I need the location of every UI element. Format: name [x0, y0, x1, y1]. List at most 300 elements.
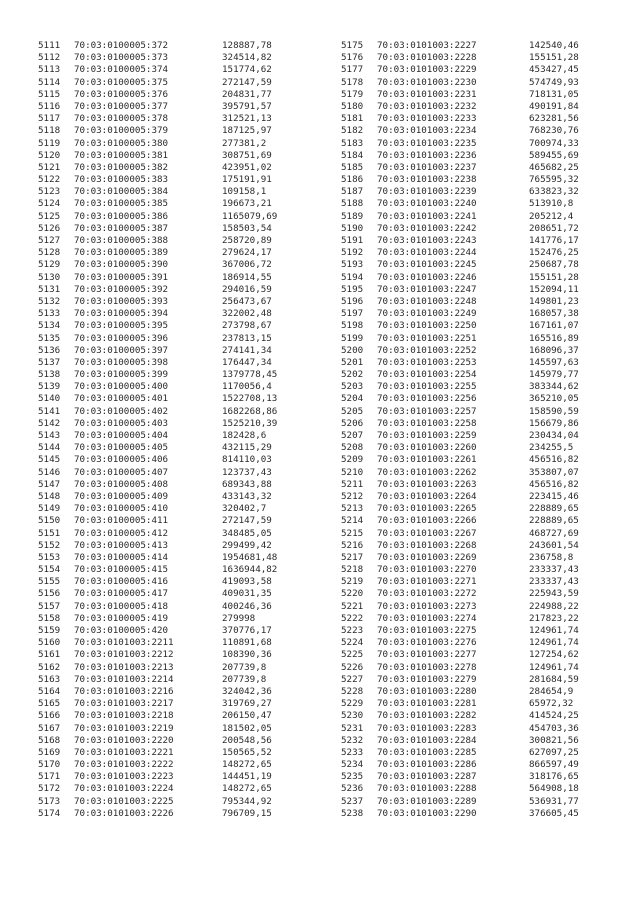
table-row — [38, 601, 312, 613]
row-number: 5217 — [341, 551, 364, 563]
table-row — [341, 491, 619, 503]
cadastral-number: 70:03:0101003:2290 — [377, 807, 477, 819]
table-row — [38, 89, 312, 101]
row-number: 5209 — [341, 454, 364, 466]
table-row — [38, 698, 312, 710]
cadastral-number: 70:03:0101003:2246 — [377, 271, 477, 283]
cadastral-number: 70:03:0101003:2247 — [377, 283, 477, 295]
value: 433143,32 — [222, 490, 272, 502]
value: 274141,34 — [222, 344, 272, 356]
cadastral-number: 70:03:0100005:392 — [74, 283, 169, 295]
row-number: 5130 — [38, 271, 61, 283]
table-row — [341, 796, 619, 808]
row-number: 5220 — [341, 588, 364, 600]
cadastral-number: 70:03:0100005:377 — [74, 100, 169, 112]
row-number: 5163 — [38, 673, 61, 685]
value: 281684,59 — [529, 673, 579, 685]
table-row — [38, 662, 312, 674]
cadastral-number: 70:03:0101003:2264 — [377, 490, 477, 502]
table-row — [38, 186, 312, 198]
row-number: 5189 — [341, 210, 364, 222]
table-row — [38, 369, 312, 381]
value: 312521,13 — [222, 113, 272, 125]
cadastral-number: 70:03:0101003:2227 — [377, 40, 477, 51]
table-row — [38, 198, 312, 210]
value: 272147,59 — [222, 76, 272, 88]
value: 208651,72 — [529, 222, 579, 234]
cadastral-number: 70:03:0101003:2278 — [377, 661, 477, 673]
cadastral-number: 70:03:0101003:2242 — [377, 222, 477, 234]
table-row — [341, 747, 619, 759]
cadastral-number: 70:03:0100005:385 — [74, 198, 169, 210]
cadastral-number: 70:03:0100005:388 — [74, 235, 169, 246]
cadastral-number: 70:03:0100005:416 — [74, 576, 169, 588]
value: 1682268,86 — [222, 405, 278, 417]
value: 141776,17 — [529, 235, 579, 246]
cadastral-number: 70:03:0101003:2259 — [377, 430, 477, 441]
value: 155151,28 — [529, 271, 579, 283]
table-row — [341, 296, 619, 308]
row-number: 5186 — [341, 174, 364, 186]
table-row — [38, 174, 312, 186]
cadastral-number: 70:03:0100005:378 — [74, 113, 169, 125]
value: 149801,23 — [529, 295, 579, 307]
table-row — [38, 503, 312, 515]
value: 322002,48 — [222, 308, 272, 320]
cadastral-number: 70:03:0101003:2262 — [377, 466, 477, 478]
value: 456516,82 — [529, 454, 579, 466]
row-number: 5235 — [341, 771, 364, 783]
value: 124961,74 — [529, 625, 579, 636]
value: 300821,56 — [529, 734, 579, 746]
cadastral-number: 70:03:0100005:398 — [74, 356, 169, 368]
cadastral-number: 70:03:0101003:2241 — [377, 210, 477, 222]
value: 423951,02 — [222, 161, 272, 173]
row-number: 5128 — [38, 247, 61, 259]
cadastral-number: 70:03:0101003:2232 — [377, 100, 477, 112]
row-number: 5211 — [341, 478, 364, 490]
cadastral-number: 70:03:0101003:2239 — [377, 186, 477, 198]
cadastral-number: 70:03:0100005:389 — [74, 247, 169, 259]
value: 277381,2 — [222, 137, 267, 149]
value: 814110,03 — [222, 454, 272, 466]
row-number: 5160 — [38, 637, 61, 649]
table-row — [341, 308, 619, 320]
cadastral-number: 70:03:0100005:415 — [74, 564, 169, 576]
value: 243601,54 — [529, 539, 579, 551]
cadastral-number: 70:03:0101003:2211 — [74, 637, 174, 649]
table-row — [38, 442, 312, 454]
cadastral-number: 70:03:0100005:405 — [74, 442, 169, 454]
table-row — [341, 320, 619, 332]
table-row — [38, 333, 312, 345]
cadastral-number: 70:03:0101003:2224 — [74, 783, 174, 795]
cadastral-number: 70:03:0101003:2231 — [377, 88, 477, 100]
cadastral-number: 70:03:0101003:2252 — [377, 344, 477, 356]
value: 233337,43 — [529, 576, 579, 588]
table-row — [38, 479, 312, 491]
cadastral-number: 70:03:0101003:2218 — [74, 710, 174, 722]
table-row — [38, 649, 312, 661]
cadastral-number: 70:03:0100005:382 — [74, 161, 169, 173]
value: 256473,67 — [222, 295, 272, 307]
value: 234255,5 — [529, 442, 574, 454]
table-row — [341, 77, 619, 89]
value: 186914,55 — [222, 271, 272, 283]
table-row — [38, 747, 312, 759]
value: 187125,97 — [222, 125, 272, 137]
value: 228889,65 — [529, 515, 579, 527]
row-number: 5141 — [38, 405, 61, 417]
row-number: 5156 — [38, 588, 61, 600]
value: 589455,69 — [529, 149, 579, 161]
table-row — [341, 723, 619, 735]
row-number: 5193 — [341, 259, 364, 271]
table-row — [341, 540, 619, 552]
table-row — [341, 259, 619, 271]
value: 207739,8 — [222, 673, 267, 685]
value: 200548,56 — [222, 734, 272, 746]
row-number: 5135 — [38, 332, 61, 344]
row-number: 5113 — [38, 64, 61, 76]
cadastral-number: 70:03:0101003:2226 — [74, 807, 174, 819]
value: 158590,59 — [529, 405, 579, 417]
table-row — [341, 515, 619, 527]
value: 319769,27 — [222, 698, 272, 710]
table-row — [38, 515, 312, 527]
value: 206150,47 — [222, 710, 272, 722]
value: 109158,1 — [222, 186, 267, 198]
table-row — [38, 284, 312, 296]
row-number: 5122 — [38, 174, 61, 186]
row-number: 5180 — [341, 100, 364, 112]
cadastral-number: 70:03:0100005:418 — [74, 600, 169, 612]
table-row — [341, 186, 619, 198]
cadastral-number: 70:03:0100005:379 — [74, 125, 169, 137]
cadastral-number: 70:03:0101003:2220 — [74, 734, 174, 746]
row-number: 5200 — [341, 344, 364, 356]
cadastral-number: 70:03:0101003:2225 — [74, 795, 174, 807]
cadastral-number: 70:03:0100005:420 — [74, 625, 169, 636]
cadastral-number: 70:03:0100005:413 — [74, 539, 169, 551]
cadastral-number: 70:03:0101003:2267 — [377, 527, 477, 539]
value: 168057,38 — [529, 308, 579, 320]
cadastral-number: 70:03:0101003:2251 — [377, 332, 477, 344]
table-row — [341, 393, 619, 405]
table-row — [38, 235, 312, 247]
cadastral-number: 70:03:0101003:2221 — [74, 746, 174, 758]
table-row — [341, 467, 619, 479]
row-number: 5119 — [38, 137, 61, 149]
value: 465682,25 — [529, 161, 579, 173]
row-number: 5126 — [38, 222, 61, 234]
row-number: 5190 — [341, 222, 364, 234]
value: 123737,43 — [222, 466, 272, 478]
row-number: 5117 — [38, 113, 61, 125]
cadastral-number: 70:03:0100005:404 — [74, 430, 169, 441]
row-number: 5138 — [38, 369, 61, 381]
value: 142540,46 — [529, 40, 579, 51]
row-number: 5208 — [341, 442, 364, 454]
table-row — [341, 235, 619, 247]
row-number: 5183 — [341, 137, 364, 149]
table-row — [341, 783, 619, 795]
table-row — [38, 162, 312, 174]
row-number: 5223 — [341, 625, 364, 636]
cadastral-number: 70:03:0101003:2222 — [74, 759, 174, 771]
table-row — [38, 576, 312, 588]
row-number: 5155 — [38, 576, 61, 588]
value: 272147,59 — [222, 515, 272, 527]
table-row — [38, 674, 312, 686]
cadastral-number: 70:03:0100005:376 — [74, 88, 169, 100]
row-number: 5145 — [38, 454, 61, 466]
value: 124961,74 — [529, 637, 579, 649]
value: 318176,65 — [529, 771, 579, 783]
value: 718131,05 — [529, 88, 579, 100]
table-row — [341, 588, 619, 600]
value: 196673,21 — [222, 198, 272, 210]
value: 156679,86 — [529, 417, 579, 429]
cadastral-number: 70:03:0100005:381 — [74, 149, 169, 161]
table-row — [341, 357, 619, 369]
row-number: 5229 — [341, 698, 364, 710]
cadastral-number: 70:03:0101003:2257 — [377, 405, 477, 417]
value: 367006,72 — [222, 259, 272, 271]
cadastral-number: 70:03:0101003:2263 — [377, 478, 477, 490]
cadastral-number: 70:03:0100005:393 — [74, 295, 169, 307]
value: 796709,15 — [222, 807, 272, 819]
cadastral-number: 70:03:0101003:2233 — [377, 113, 477, 125]
row-number: 5178 — [341, 76, 364, 88]
table-row — [341, 418, 619, 430]
cadastral-number: 70:03:0100005:414 — [74, 551, 169, 563]
row-number: 5131 — [38, 283, 61, 295]
value: 152094,11 — [529, 283, 579, 295]
value: 258720,89 — [222, 235, 272, 246]
value: 1522708,13 — [222, 393, 278, 405]
cadastral-number: 70:03:0101003:2213 — [74, 661, 174, 673]
row-number: 5159 — [38, 625, 61, 636]
table-row — [38, 150, 312, 162]
cadastral-number: 70:03:0101003:2265 — [377, 503, 477, 515]
right-column — [341, 40, 619, 820]
value: 689343,88 — [222, 478, 272, 490]
row-number: 5188 — [341, 198, 364, 210]
table-row — [38, 320, 312, 332]
table-row — [38, 52, 312, 64]
table-row — [341, 113, 619, 125]
cadastral-number: 70:03:0101003:2230 — [377, 76, 477, 88]
value: 145979,77 — [529, 369, 579, 381]
table-row — [341, 564, 619, 576]
value: 224988,22 — [529, 600, 579, 612]
row-number: 5179 — [341, 88, 364, 100]
row-number: 5154 — [38, 564, 61, 576]
row-number: 5120 — [38, 149, 61, 161]
row-number: 5195 — [341, 283, 364, 295]
row-number: 5204 — [341, 393, 364, 405]
value: 158503,54 — [222, 222, 272, 234]
value: 768230,76 — [529, 125, 579, 137]
table-row — [341, 89, 619, 101]
cadastral-number: 70:03:0101003:2280 — [377, 685, 477, 697]
row-number: 5114 — [38, 76, 61, 88]
table-row — [38, 357, 312, 369]
value: 155151,28 — [529, 52, 579, 64]
table-row — [38, 40, 312, 52]
table-row — [341, 735, 619, 747]
table-row — [38, 430, 312, 442]
row-number: 5166 — [38, 710, 61, 722]
row-number: 5115 — [38, 88, 61, 100]
cadastral-number: 70:03:0101003:2240 — [377, 198, 477, 210]
row-number: 5184 — [341, 149, 364, 161]
row-number: 5175 — [341, 40, 364, 51]
cadastral-number: 70:03:0101003:2238 — [377, 174, 477, 186]
table-row — [38, 491, 312, 503]
cadastral-number: 70:03:0100005:410 — [74, 503, 169, 515]
table-row — [38, 296, 312, 308]
row-number: 5219 — [341, 576, 364, 588]
row-number: 5228 — [341, 685, 364, 697]
value: 148272,65 — [222, 783, 272, 795]
cadastral-number: 70:03:0100005:399 — [74, 369, 169, 381]
cadastral-number: 70:03:0101003:2216 — [74, 685, 174, 697]
value: 148272,65 — [222, 759, 272, 771]
cadastral-number: 70:03:0100005:403 — [74, 417, 169, 429]
row-number: 5169 — [38, 746, 61, 758]
value: 383344,62 — [529, 381, 579, 393]
table-row — [38, 77, 312, 89]
cadastral-number: 70:03:0101003:2214 — [74, 673, 174, 685]
row-number: 5143 — [38, 430, 61, 441]
row-number: 5125 — [38, 210, 61, 222]
table-row — [38, 710, 312, 722]
row-number: 5165 — [38, 698, 61, 710]
value: 225943,59 — [529, 588, 579, 600]
row-number: 5133 — [38, 308, 61, 320]
row-number: 5187 — [341, 186, 364, 198]
row-number: 5233 — [341, 746, 364, 758]
row-number: 5116 — [38, 100, 61, 112]
value: 176447,34 — [222, 356, 272, 368]
row-number: 5197 — [341, 308, 364, 320]
value: 205212,4 — [529, 210, 574, 222]
value: 228889,65 — [529, 503, 579, 515]
row-number: 5203 — [341, 381, 364, 393]
cadastral-number: 70:03:0100005:409 — [74, 490, 169, 502]
row-number: 5215 — [341, 527, 364, 539]
table-row — [341, 528, 619, 540]
row-number: 5144 — [38, 442, 61, 454]
table-row — [38, 613, 312, 625]
row-number: 5227 — [341, 673, 364, 685]
cadastral-number: 70:03:0100005:407 — [74, 466, 169, 478]
cadastral-number: 70:03:0100005:402 — [74, 405, 169, 417]
value: 370776,17 — [222, 625, 272, 636]
row-number: 5191 — [341, 235, 364, 246]
table-row — [38, 771, 312, 783]
row-number: 5118 — [38, 125, 61, 137]
table-row — [38, 808, 312, 820]
row-number: 5176 — [341, 52, 364, 64]
table-row — [38, 247, 312, 259]
table-row — [341, 64, 619, 76]
table-row — [38, 138, 312, 150]
row-number: 5157 — [38, 600, 61, 612]
cadastral-number: 70:03:0100005:395 — [74, 320, 169, 332]
cadastral-number: 70:03:0100005:384 — [74, 186, 169, 198]
value: 490191,84 — [529, 100, 579, 112]
value: 145597,63 — [529, 356, 579, 368]
table-row — [341, 345, 619, 357]
row-number: 5129 — [38, 259, 61, 271]
row-number: 5194 — [341, 271, 364, 283]
row-number: 5121 — [38, 161, 61, 173]
value: 454703,36 — [529, 722, 579, 734]
table-row — [341, 771, 619, 783]
cadastral-number: 70:03:0101003:2274 — [377, 612, 477, 624]
row-number: 5171 — [38, 771, 61, 783]
value: 175191,91 — [222, 174, 272, 186]
row-number: 5167 — [38, 722, 61, 734]
cadastral-number: 70:03:0101003:2268 — [377, 539, 477, 551]
table-row — [38, 564, 312, 576]
row-number: 5174 — [38, 807, 61, 819]
row-number: 5132 — [38, 295, 61, 307]
value: 237813,15 — [222, 332, 272, 344]
table-row — [341, 552, 619, 564]
cadastral-number: 70:03:0101003:2229 — [377, 64, 477, 76]
cadastral-number: 70:03:0100005:400 — [74, 381, 169, 393]
table-row — [341, 649, 619, 661]
cadastral-number: 70:03:0101003:2249 — [377, 308, 477, 320]
value: 182428,6 — [222, 430, 267, 441]
cadastral-number: 70:03:0100005:394 — [74, 308, 169, 320]
table-row — [38, 686, 312, 698]
value: 273798,67 — [222, 320, 272, 332]
table-row — [341, 369, 619, 381]
value: 294016,59 — [222, 283, 272, 295]
value: 151774,62 — [222, 64, 272, 76]
row-number: 5221 — [341, 600, 364, 612]
value: 453427,45 — [529, 64, 579, 76]
value: 207739,8 — [222, 661, 267, 673]
value: 181502,05 — [222, 722, 272, 734]
cadastral-number: 70:03:0101003:2244 — [377, 247, 477, 259]
row-number: 5202 — [341, 369, 364, 381]
cadastral-number: 70:03:0101003:2212 — [74, 649, 174, 661]
cadastral-number: 70:03:0100005:406 — [74, 454, 169, 466]
cadastral-number: 70:03:0101003:2275 — [377, 625, 477, 636]
cadastral-number: 70:03:0101003:2270 — [377, 564, 477, 576]
row-number: 5218 — [341, 564, 364, 576]
row-number: 5225 — [341, 649, 364, 661]
table-row — [341, 162, 619, 174]
table-row — [38, 723, 312, 735]
value: 1636944,82 — [222, 564, 278, 576]
cadastral-number: 70:03:0101003:2266 — [377, 515, 477, 527]
value: 308751,69 — [222, 149, 272, 161]
cadastral-number: 70:03:0101003:2269 — [377, 551, 477, 563]
table-row — [38, 528, 312, 540]
table-row — [341, 759, 619, 771]
cadastral-number: 70:03:0100005:419 — [74, 612, 169, 624]
table-row — [38, 735, 312, 747]
row-number: 5201 — [341, 356, 364, 368]
value: 128887,78 — [222, 40, 272, 51]
